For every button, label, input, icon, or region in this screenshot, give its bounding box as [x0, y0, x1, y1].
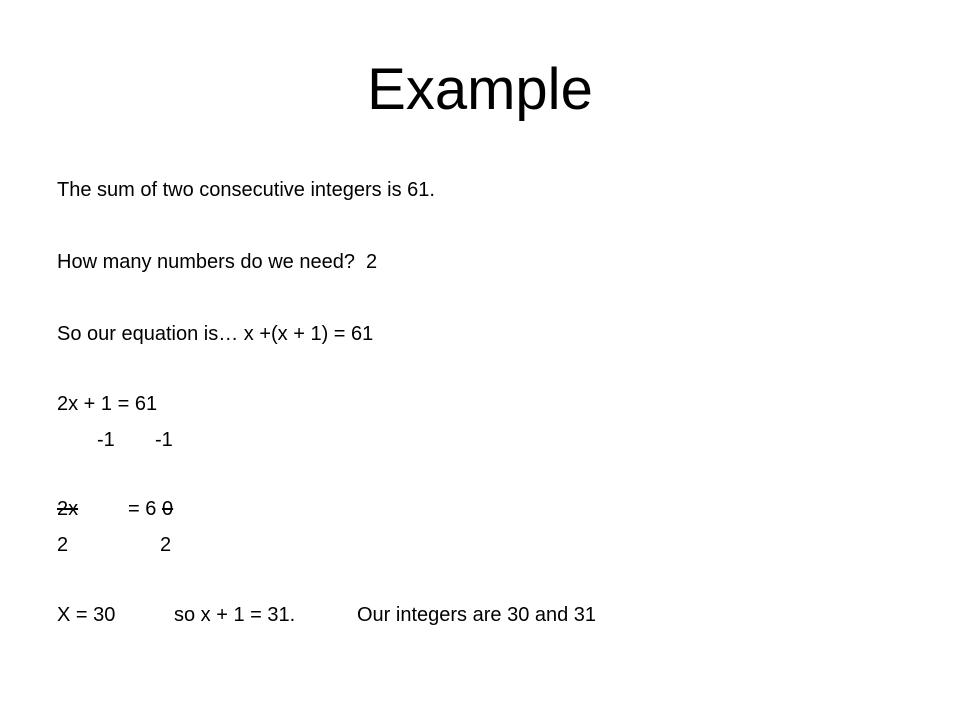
slide-title: Example: [367, 57, 593, 122]
question-line: How many numbers do we need? 2: [57, 251, 378, 273]
equals-six: = 6: [128, 498, 157, 520]
step-simplified-equation: 2x + 1 = 61: [57, 393, 158, 415]
answer-x: X = 30: [57, 604, 116, 626]
equation-line: So our equation is… x +(x + 1) = 61: [57, 323, 374, 345]
step-divide-by-two: [57, 533, 257, 557]
zero-struck: 0: [162, 498, 174, 520]
answer-x-plus-one: so x + 1 = 31.: [174, 604, 296, 626]
divide-left: 2: [57, 534, 69, 556]
answer-line: [57, 603, 757, 627]
divide-right: 2: [160, 534, 172, 556]
step-subtract-one: [57, 428, 257, 452]
problem-statement: The sum of two consecutive integers is 61.: [57, 179, 435, 201]
subtract-left: -1: [97, 429, 115, 451]
answer-conclusion: Our integers are 30 and 31: [357, 604, 597, 626]
subtract-right: -1: [155, 429, 173, 451]
two-x-struck: 2x: [57, 498, 79, 520]
step-two-x-equals: [57, 497, 257, 521]
